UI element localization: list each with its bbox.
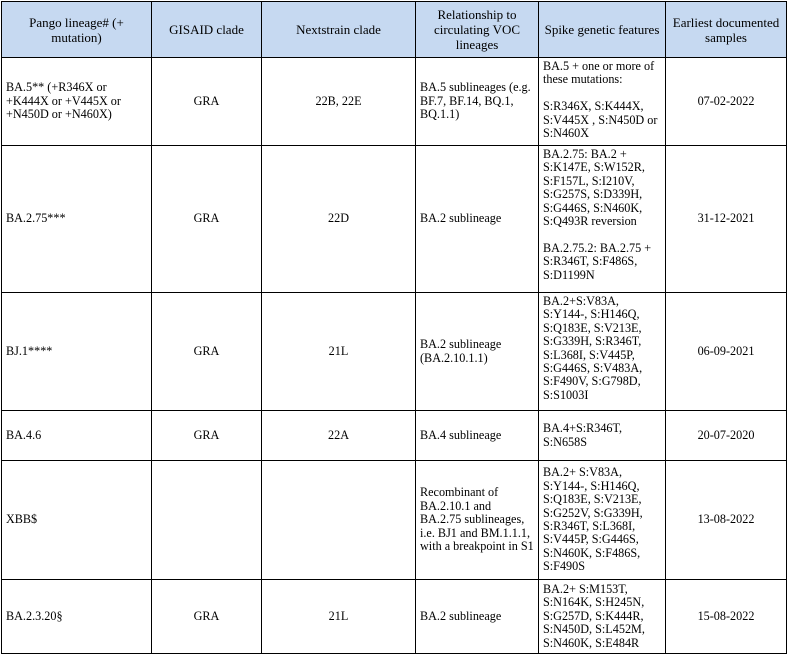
- table-row: [2, 461, 787, 580]
- cell-spike: BA.5 + one or more of these mutations: S:R346X, S:K444X, S:V445X , S:N450D or S:N460X: [539, 58, 666, 146]
- cell-gisaid: [152, 461, 262, 580]
- cell-nextstrain: 22D: [262, 146, 416, 293]
- table-row: [2, 293, 787, 411]
- cell-spike: BA.2+S:V83A, S:Y144-, S:H146Q, S:Q183E, S:V213E, S:G339H, S:R346T, S:L368I, S:V445P, S:G446S, S:V483A, S:F490V, S:G798D, S:S1003I: [539, 293, 666, 411]
- header-relationship: Relationship to circulating VOC lineages: [416, 2, 539, 58]
- cell-nextstrain: 21L: [262, 293, 416, 411]
- cell-spike: BA.2+ S:M153T, S:N164K, S:H245N, S:G257D, S:K444R, S:N450D, S:L452M, S:N460K, S:E484R: [539, 580, 666, 654]
- lineage-table: [1, 1, 787, 654]
- header-earliest-samples: Earliest documented samples: [666, 2, 787, 58]
- table-row: [2, 580, 787, 654]
- cell-relationship: BA.5 sublineages (e.g. BF.7, BF.14, BQ.1, BQ.1.1): [416, 58, 539, 146]
- cell-earliest: 15-08-2022: [666, 580, 787, 654]
- cell-relationship: BA.2 sublineage: [416, 146, 539, 293]
- cell-earliest: 06-09-2021: [666, 293, 787, 411]
- cell-gisaid: GRA: [152, 411, 262, 461]
- cell-nextstrain: [262, 461, 416, 580]
- header-nextstrain-clade: Nextstrain clade: [262, 2, 416, 58]
- cell-gisaid: GRA: [152, 146, 262, 293]
- header-pango-lineage: Pango lineage# (+ mutation): [2, 2, 152, 58]
- cell-spike: BA.2+ S:V83A, S:Y144-, S:H146Q, S:Q183E, S:V213E, S:G252V, S:G339H, S:R346T, S:L368I, S:V445P, S:G446S, S:N460K, S:F486S, S:F490S: [539, 461, 666, 580]
- cell-spike: BA.2.75: BA.2 + S:K147E, S:W152R, S:F157L, S:I210V, S:G257S, S:D339H, S:G446S, S:N460K, S:Q493R reversion BA.2.75.2: BA.2.75 + S:R346T, S:F486S, S:D1199N: [539, 146, 666, 293]
- cell-earliest: 31-12-2021: [666, 146, 787, 293]
- cell-lineage: BJ.1****: [2, 293, 152, 411]
- cell-lineage: XBB$: [2, 461, 152, 580]
- cell-relationship: BA.2 sublineage: [416, 580, 539, 654]
- cell-gisaid: GRA: [152, 58, 262, 146]
- cell-lineage: BA.2.3.20§: [2, 580, 152, 654]
- cell-lineage: BA.5** (+R346X or +K444X or +V445X or +N450D or +N460X): [2, 58, 152, 146]
- table-row: [2, 146, 787, 293]
- header-row: [2, 2, 787, 58]
- cell-lineage: BA.2.75***: [2, 146, 152, 293]
- cell-earliest: 20-07-2020: [666, 411, 787, 461]
- cell-gisaid: GRA: [152, 580, 262, 654]
- cell-relationship: BA.4 sublineage: [416, 411, 539, 461]
- cell-nextstrain: 21L: [262, 580, 416, 654]
- header-spike-features: Spike genetic features: [539, 2, 666, 58]
- table-row: [2, 58, 787, 146]
- cell-earliest: 13-08-2022: [666, 461, 787, 580]
- header-gisaid-clade: GISAID clade: [152, 2, 262, 58]
- cell-nextstrain: 22A: [262, 411, 416, 461]
- cell-spike: BA.4+S:R346T, S:N658S: [539, 411, 666, 461]
- cell-gisaid: GRA: [152, 293, 262, 411]
- cell-lineage: BA.4.6: [2, 411, 152, 461]
- cell-relationship: Recombinant of BA.2.10.1 and BA.2.75 sublineages, i.e. BJ1 and BM.1.1.1, with a breakpoint in S1: [416, 461, 539, 580]
- cell-earliest: 07-02-2022: [666, 58, 787, 146]
- cell-nextstrain: 22B, 22E: [262, 58, 416, 146]
- table-row: [2, 411, 787, 461]
- cell-relationship: BA.2 sublineage (BA.2.10.1.1): [416, 293, 539, 411]
